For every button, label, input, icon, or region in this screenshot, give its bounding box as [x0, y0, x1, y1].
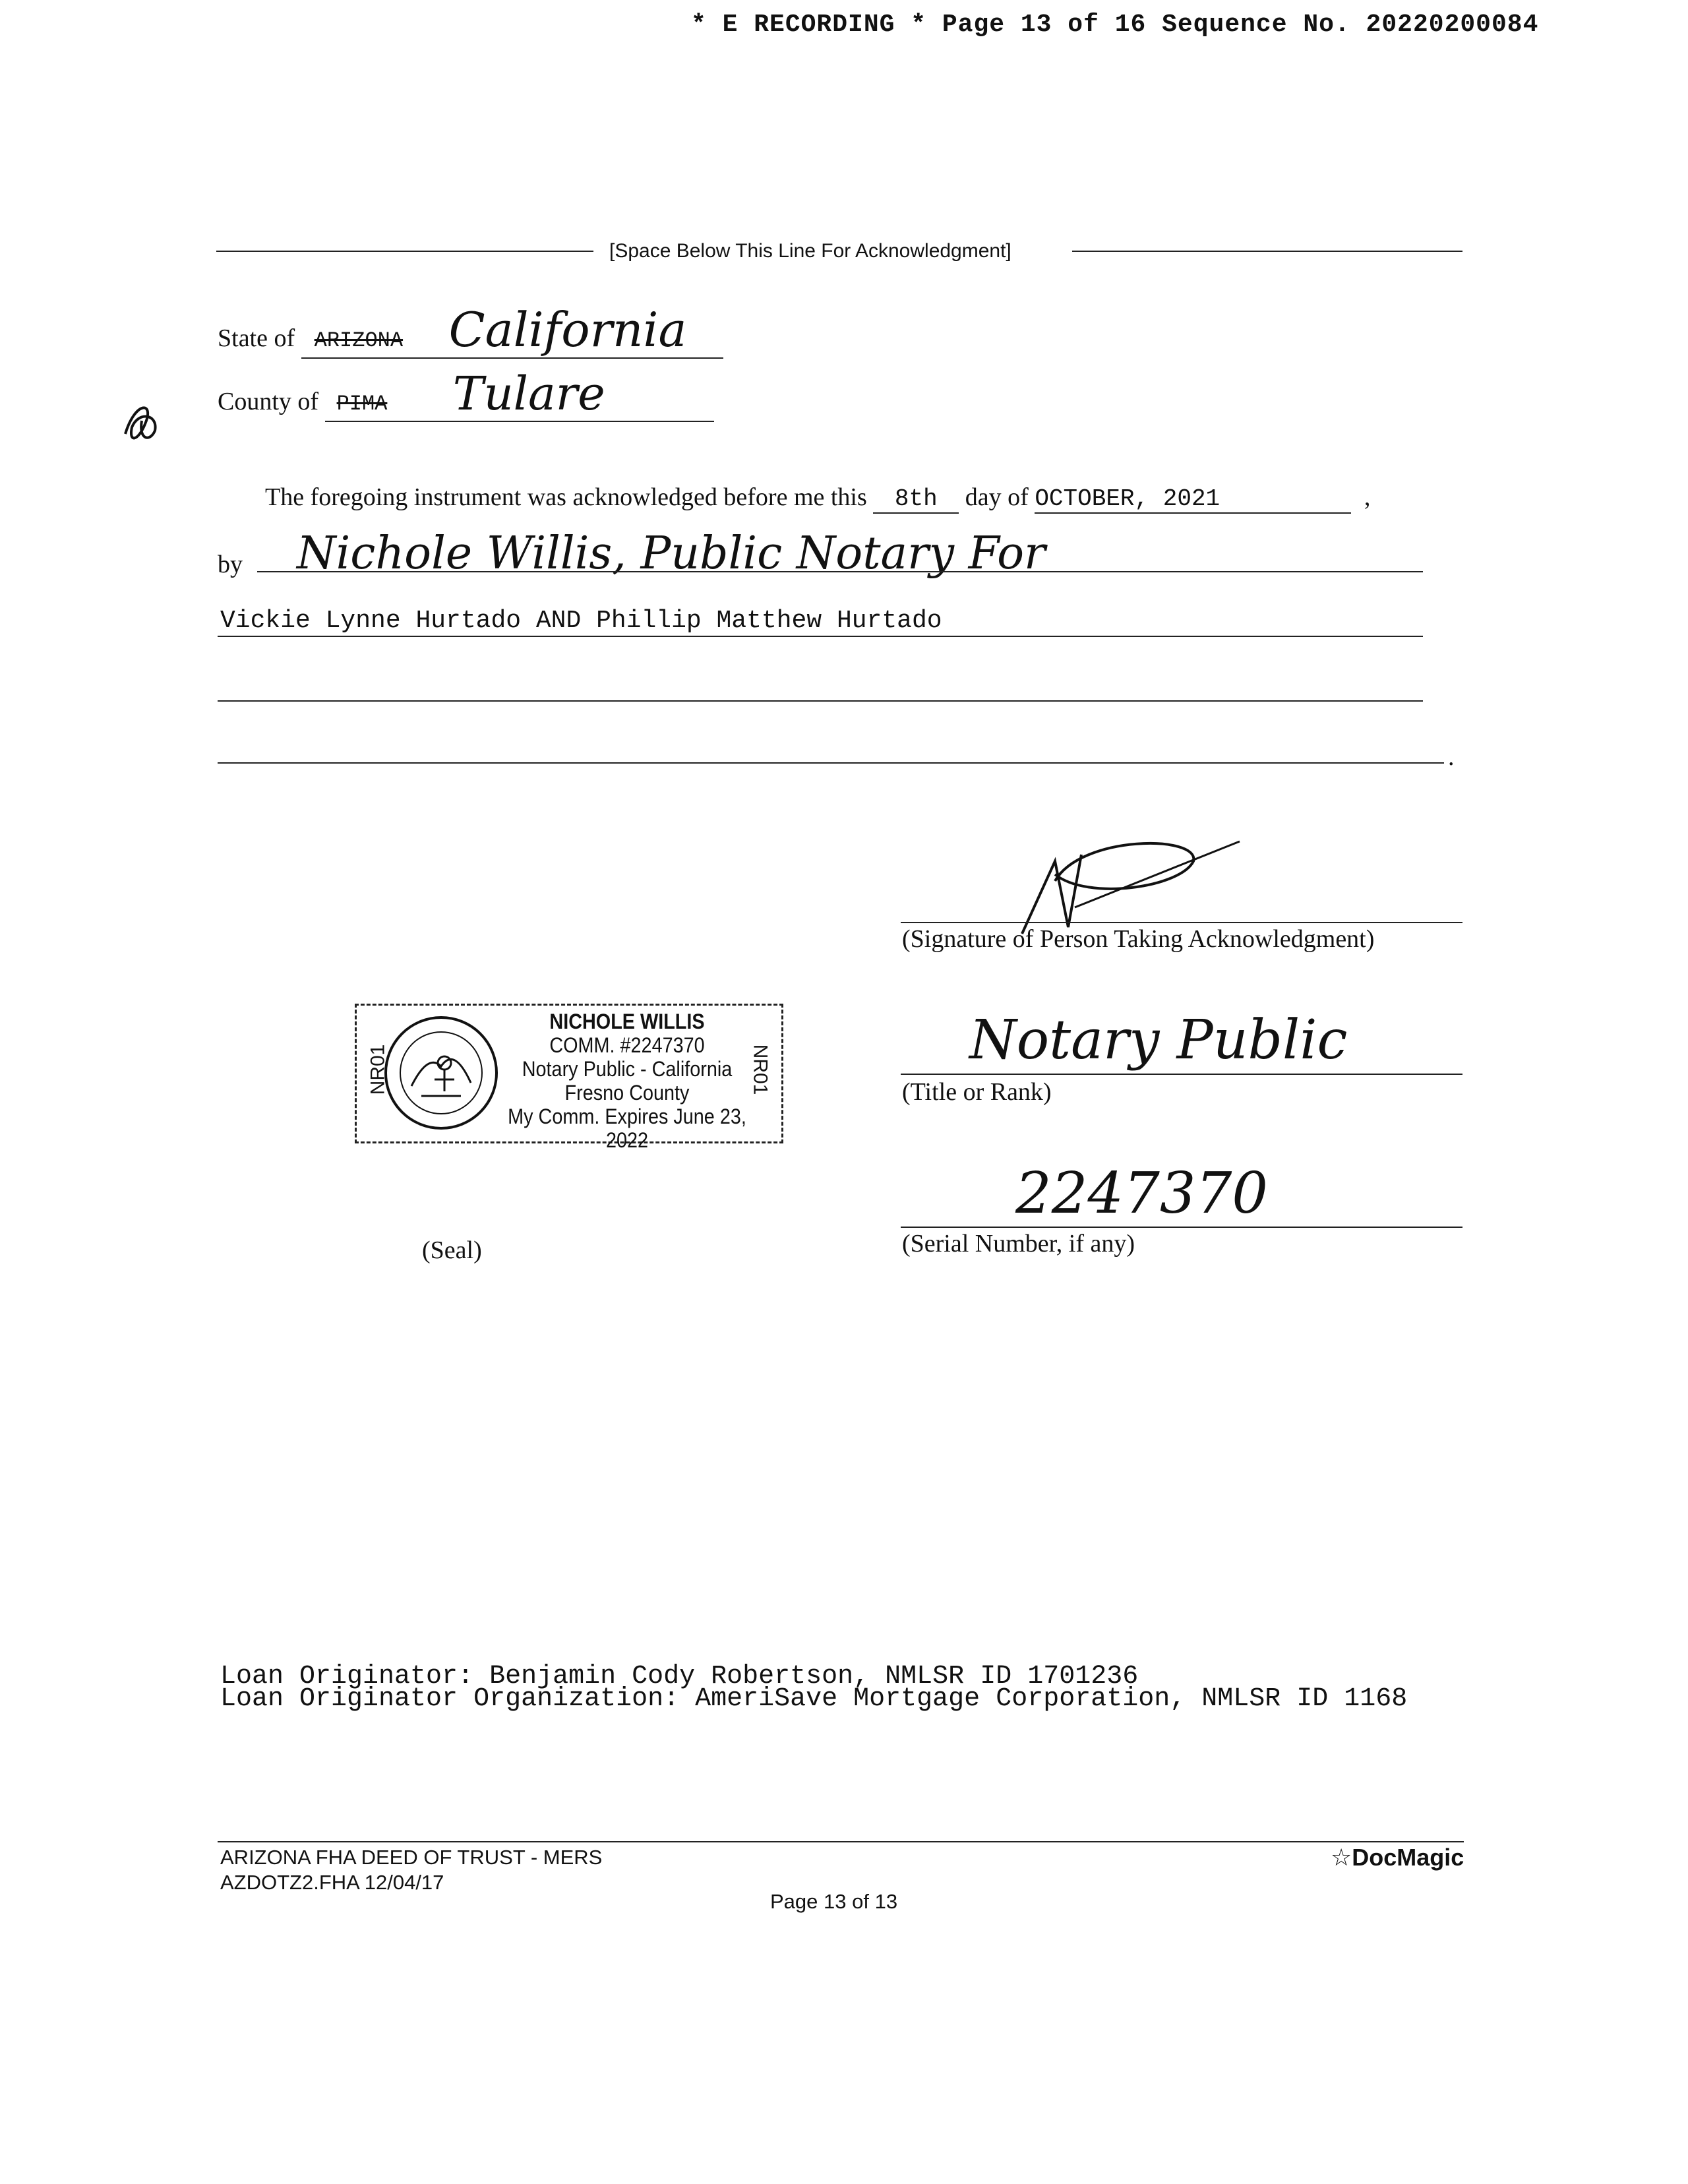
signature-label: (Signature of Person Taking Acknowledgment): [902, 925, 1375, 953]
serial-handwritten: 2247370: [1015, 1161, 1269, 1227]
footer-rule: [218, 1841, 1464, 1842]
banner-rule-left: [216, 251, 593, 252]
recording-header: * E RECORDING * Page 13 of 16 Sequence No. 20220200084: [691, 11, 1539, 39]
seal-county: Fresno County: [564, 1081, 690, 1105]
seal-expires: My Comm. Expires June 23, 2022: [508, 1105, 746, 1152]
seal-name: NICHOLE WILLIS: [549, 1010, 705, 1033]
margin-initials-icon: [119, 394, 167, 447]
by-handwritten: Nichole Willis, Public Notary For: [297, 528, 1046, 580]
notary-stamp: [355, 1004, 783, 1152]
title-rule: [901, 1074, 1462, 1075]
title-label: (Title or Rank): [902, 1078, 1052, 1106]
county-handwritten: Tulare: [452, 367, 605, 421]
seal-label: (Seal): [422, 1236, 482, 1264]
seal-comm: COMM. #2247370: [549, 1033, 705, 1057]
seal-side-right: NR01: [749, 1044, 771, 1095]
seal-title: Notary Public - California: [522, 1057, 733, 1081]
notary-signature-icon: [982, 828, 1246, 940]
by-rule: [257, 571, 1423, 572]
county-label: County of: [218, 388, 319, 415]
blank-rule-1: [218, 700, 1423, 702]
title-handwritten: Notary Public: [969, 1009, 1348, 1072]
ack-banner: [Space Below This Line For Acknowledgment]: [609, 240, 1011, 262]
brand-label: DocMagic: [1352, 1844, 1464, 1871]
state-handwritten: California: [448, 302, 687, 357]
star-outline-icon: ☆: [1331, 1844, 1352, 1871]
ack-date: OCTOBER, 2021: [1035, 485, 1351, 514]
banner-rule-right: [1072, 251, 1462, 252]
signature-rule: [901, 922, 1462, 923]
footer-doc-code: AZDOTZ2.FHA 12/04/17: [220, 1871, 444, 1894]
serial-rule: [901, 1227, 1462, 1228]
ack-comma: ,: [1364, 483, 1371, 511]
acknowledgment-line: [265, 483, 1370, 514]
persons-rule: [218, 636, 1423, 637]
county-printed: PIMA: [336, 392, 388, 416]
ack-day-of: day of: [965, 483, 1029, 511]
state-line: [218, 302, 723, 359]
serial-label: (Serial Number, if any): [902, 1230, 1135, 1258]
loan-originator: Loan Originator: Benjamin Cody Robertson, NMLSR ID 1701236: [220, 1662, 1139, 1691]
state-label: State of: [218, 324, 295, 352]
seal-side-left: NR01: [367, 1044, 389, 1095]
ack-day: 8th: [873, 485, 959, 514]
county-line: [218, 367, 714, 422]
loan-organization: Loan Originator Organization: AmeriSave Mortgage Corporation, NMLSR ID 1168: [220, 1684, 1408, 1714]
by-label: by: [218, 551, 243, 578]
docmagic-brand: [1331, 1844, 1464, 1871]
california-seal-icon: [382, 1014, 500, 1132]
blank-period: .: [1448, 743, 1455, 771]
footer-page: Page 13 of 13: [770, 1890, 898, 1913]
blank-rule-2: [218, 762, 1444, 764]
ack-prefix: The foregoing instrument was acknowledged before me this: [265, 483, 867, 511]
state-printed: ARIZONA: [314, 328, 404, 353]
ack-persons: Vickie Lynne Hurtado AND Phillip Matthew Hurtado: [220, 607, 942, 635]
footer-doc-title: ARIZONA FHA DEED OF TRUST - MERS: [220, 1846, 603, 1869]
